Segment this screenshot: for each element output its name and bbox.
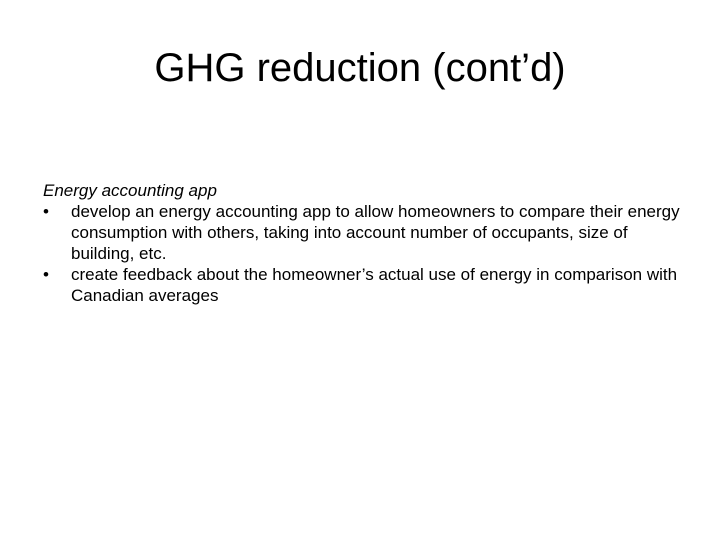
- bullet-text: create feedback about the homeowner’s actual use of energy in comparison with Canadian averages: [71, 265, 678, 305]
- slide-body: [43, 180, 693, 306]
- slide-title: GHG reduction (cont’d): [154, 46, 566, 90]
- section-subheading: Energy accounting app: [43, 181, 217, 200]
- bullet-item: [43, 264, 693, 306]
- bullet-icon: •: [43, 202, 49, 221]
- bullet-icon: •: [43, 265, 49, 284]
- bullet-item: [43, 201, 693, 264]
- bullet-list: [43, 201, 693, 306]
- bullet-text: develop an energy accounting app to allow homeowners to compare their energy consumption with others, taking into account number of occupants, size of building, etc.: [71, 202, 680, 263]
